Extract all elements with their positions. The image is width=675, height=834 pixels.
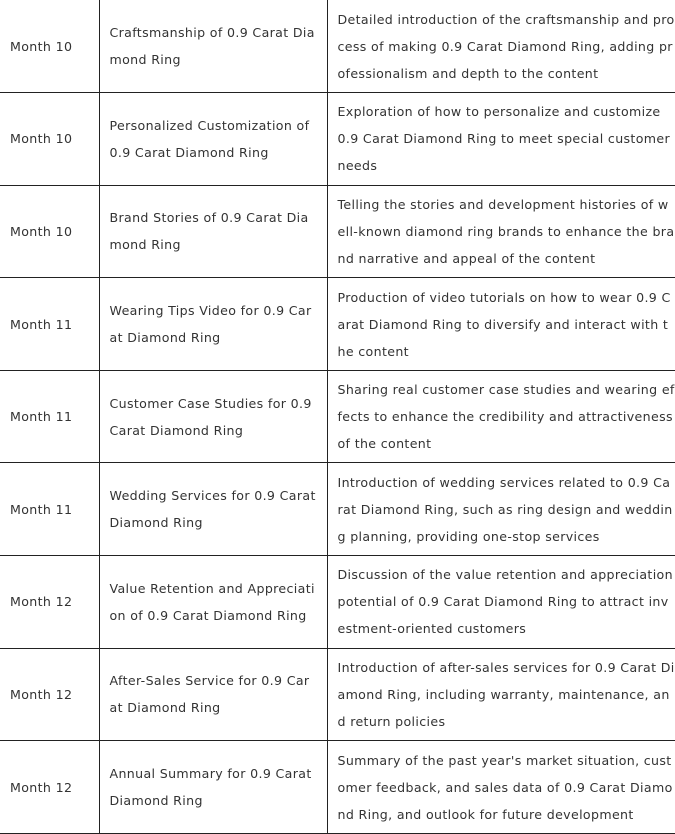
description-cell: Introduction of after-sales services for 0.9 Carat Diamond Ring, including warranty, maintenance, and return policies <box>327 648 675 741</box>
topic-cell: Craftsmanship of 0.9 Carat Diamond Ring <box>99 0 327 93</box>
table-row <box>0 463 675 556</box>
topic-cell: Customer Case Studies for 0.9 Carat Diamond Ring <box>99 370 327 463</box>
table-row <box>0 278 675 371</box>
topic-cell: Annual Summary for 0.9 Carat Diamond Ring <box>99 741 327 834</box>
month-cell: Month 12 <box>0 556 99 649</box>
description-cell: Discussion of the value retention and appreciation potential of 0.9 Carat Diamond Ring to attract investment-oriented customers <box>327 556 675 649</box>
month-cell: Month 12 <box>0 741 99 834</box>
table-row <box>0 741 675 834</box>
description-cell: Production of video tutorials on how to wear 0.9 Carat Diamond Ring to diversify and interact with the content <box>327 278 675 371</box>
description-cell: Detailed introduction of the craftsmanship and process of making 0.9 Carat Diamond Ring, adding professionalism and depth to the content <box>327 0 675 93</box>
description-cell: Introduction of wedding services related to 0.9 Carat Diamond Ring, such as ring design and wedding planning, providing one-stop services <box>327 463 675 556</box>
month-cell: Month 10 <box>0 0 99 93</box>
table-row <box>0 648 675 741</box>
month-cell: Month 10 <box>0 93 99 186</box>
topic-cell: Personalized Customization of 0.9 Carat Diamond Ring <box>99 93 327 186</box>
month-cell: Month 11 <box>0 370 99 463</box>
description-cell: Exploration of how to personalize and customize 0.9 Carat Diamond Ring to meet special customer needs <box>327 93 675 186</box>
table-row <box>0 185 675 278</box>
month-cell: Month 11 <box>0 278 99 371</box>
month-cell: Month 12 <box>0 648 99 741</box>
description-cell: Telling the stories and development histories of well-known diamond ring brands to enhance the brand narrative and appeal of the content <box>327 185 675 278</box>
table-row <box>0 0 675 93</box>
topic-cell: Wedding Services for 0.9 Carat Diamond Ring <box>99 463 327 556</box>
month-cell: Month 11 <box>0 463 99 556</box>
topic-cell: After-Sales Service for 0.9 Carat Diamond Ring <box>99 648 327 741</box>
topic-cell: Wearing Tips Video for 0.9 Carat Diamond Ring <box>99 278 327 371</box>
table-row <box>0 370 675 463</box>
description-cell: Sharing real customer case studies and wearing effects to enhance the credibility and attractiveness of the content <box>327 370 675 463</box>
topic-cell: Value Retention and Appreciation of 0.9 Carat Diamond Ring <box>99 556 327 649</box>
topic-cell: Brand Stories of 0.9 Carat Diamond Ring <box>99 185 327 278</box>
month-cell: Month 10 <box>0 185 99 278</box>
description-cell: Summary of the past year's market situation, customer feedback, and sales data of 0.9 Carat Diamond Ring, and outlook for future development <box>327 741 675 834</box>
table-row <box>0 556 675 649</box>
table-row <box>0 93 675 186</box>
